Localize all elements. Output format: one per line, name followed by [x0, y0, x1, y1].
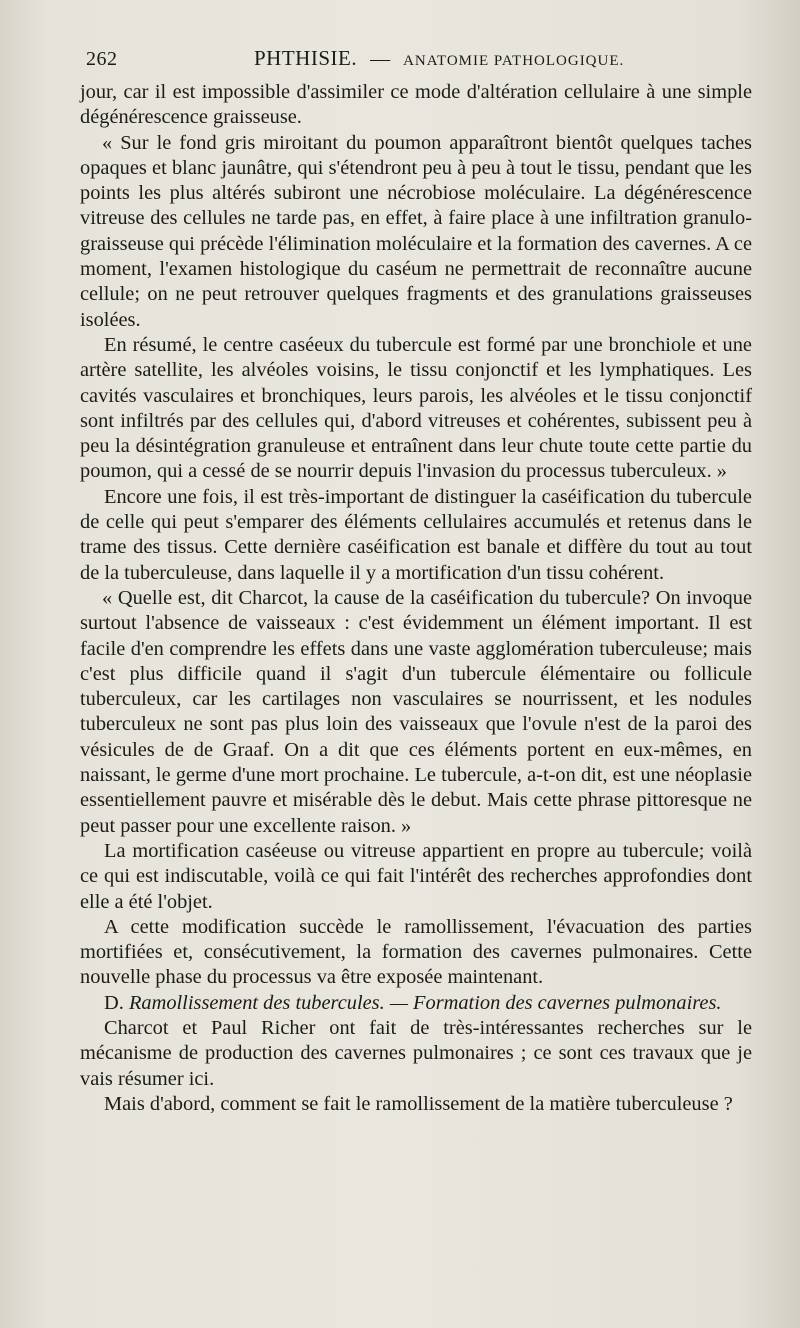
header-title: PHTHISIE. — [254, 46, 358, 70]
paragraph: Mais d'abord, comment se fait le ramollissement de la matière tuberculeuse ? — [104, 1092, 733, 1115]
paragraph: Charcot et Paul Richer ont fait de très-intéressantes recherches sur le mécanisme de production des cavernes pulmonaires ; ce sont ces travaux que je vais résumer ici. — [80, 1016, 752, 1090]
page-number: 262 — [86, 48, 118, 70]
running-title — [254, 46, 624, 71]
body-text — [80, 80, 752, 1117]
running-header — [86, 44, 746, 76]
paragraph: A cette modification succède le ramollissement, l'évacuation des parties mortifiées et, consécutivement, la formation des cavernes pulmonaires. Cette nouvelle phase du processus va être exposée maintenant. — [80, 915, 752, 989]
section-letter: D. — [104, 991, 124, 1014]
paragraph: « Quelle est, dit Charcot, la cause de la caséification du tubercule? On invoque surtout l'absence de vaisseaux : c'est évidemment un élément important. Il est facile d'en comprendre les effets dans une vaste agglomération tuberculeuse; mais c'est plus difficile quand il s'agit d'un tubercule élémentaire ou follicule tuberculeux, car les cartilages non vasculaires se nourrissent, et les nodules tuberculeux ne sont pas plus loin des vaisseaux que l'ovule n'est de la paroi des vésicules de de Graaf. On a dit que ces éléments portent en eux-mêmes, en naissant, le germe d'une mort prochaine. Le tubercule, a-t-on dit, est une néoplasie essentiellement pauvre et misérable dès le debut. Mais cette phrase pittoresque ne peut passer pour une excellente raison. » — [80, 586, 752, 837]
paragraph: Encore une fois, il est très-important de distinguer la caséification du tubercule de celle qui peut s'emparer des éléments cellulaires accumulés et retenus dans le trame des tissus. Cette dernière caséification est banale et diffère du tout au tout de la tuberculeuse, dans laquelle il y a mortification d'un tissu cohérent. — [80, 485, 752, 584]
paragraph: La mortification caséeuse ou vitreuse appartient en propre au tubercule; voilà ce qui est indiscutable, voilà ce qui fait l'intérêt des recherches approfondies dont elle a été l'objet. — [80, 839, 752, 913]
section-title: Ramollissement des tubercules. — Formation des cavernes pulmonaires. — [128, 991, 722, 1014]
paragraph: « Sur le fond gris miroitant du poumon apparaîtront bientôt quelques taches opaques et blanc jaunâtre, qui s'étendront peu à peu à tout le tissu, pendant que les points les plus altérés subiront une nécrobiose moléculaire. La dégénérescence vitreuse des cellules ne tarde pas, en effet, à faire place à une infiltration granulo-graisseuse qui précède l'élimination moléculaire et la formation des cavernes. A ce moment, l'examen histologique du caséum ne permettrait de reconnaître aucune cellule; on ne peut retrouver quelques fragments et des granulations graisseuses isolées. — [80, 131, 752, 331]
header-separator: — — [370, 48, 391, 70]
header-subtitle: ANATOMIE PATHOLOGIQUE. — [403, 53, 625, 69]
paragraph: En résumé, le centre caséeux du tubercule est formé par une bronchiole et une artère satellite, les alvéoles voisins, le tissu conjonctif et les lymphatiques. Les cavités vasculaires et bronchiques, leurs parois, les alvéoles et le tissu conjonctif sont infiltrés par des cellules qui, d'abord vitreuses et cohérentes, subissent peu à peu la désintégration granuleuse et entraînent dans leur chute toute cette partie du poumon, qui a cessé de se nourrir depuis l'invasion du processus tuberculeux. » — [80, 333, 752, 483]
paragraph: jour, car il est impossible d'assimiler ce mode d'altération cellulaire à une simple dégénérescence graisseuse. — [80, 81, 752, 129]
section-heading — [80, 991, 752, 1016]
